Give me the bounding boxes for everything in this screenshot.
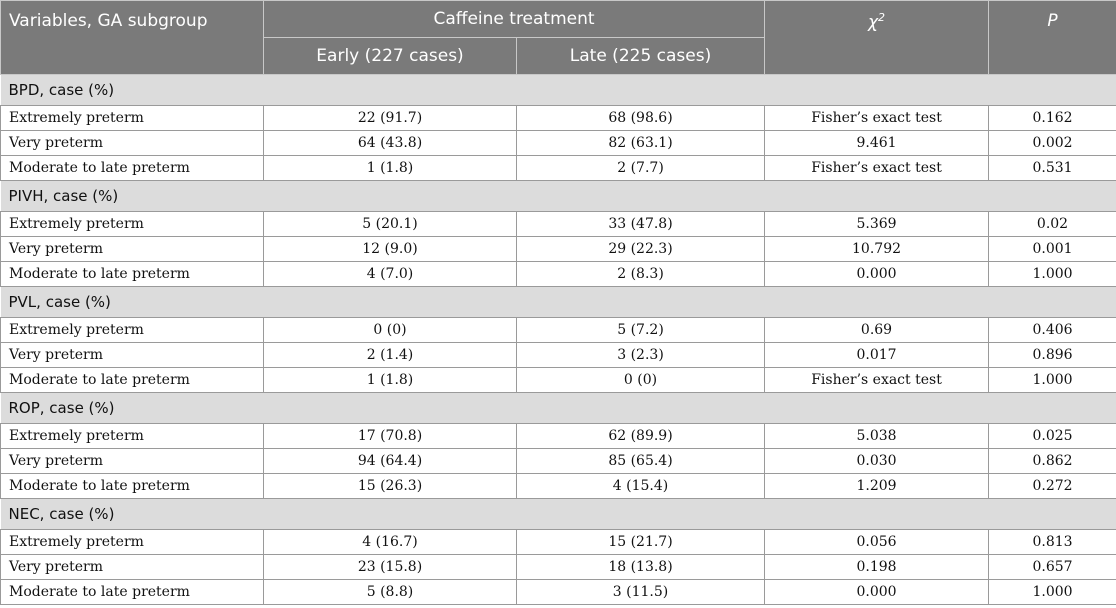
- cell-p-value: 1.000: [989, 368, 1116, 393]
- cell-label: Moderate to late preterm: [1, 580, 264, 605]
- chi-superscript: 2: [878, 11, 886, 24]
- cell-early: 94 (64.4): [264, 449, 517, 474]
- cell-early: 22 (91.7): [264, 106, 517, 131]
- cell-p-value: 0.002: [989, 131, 1116, 156]
- cell-chi-square: 5.369: [765, 212, 989, 237]
- table-row: [1, 580, 1116, 605]
- section-title: ROP, case (%): [1, 393, 1116, 424]
- cell-label: Very preterm: [1, 343, 264, 368]
- table-row: [1, 368, 1116, 393]
- cell-late: 82 (63.1): [517, 131, 765, 156]
- cell-label: Extremely preterm: [1, 424, 264, 449]
- cell-early: 1 (1.8): [264, 368, 517, 393]
- cell-early: 23 (15.8): [264, 555, 517, 580]
- header-caffeine-treatment: Caffeine treatment: [264, 1, 765, 38]
- cell-chi-square: 0.030: [765, 449, 989, 474]
- table-row: [1, 343, 1116, 368]
- table-row: [1, 449, 1116, 474]
- table-row: [1, 530, 1116, 555]
- cell-label: Moderate to late preterm: [1, 474, 264, 499]
- cell-label: Moderate to late preterm: [1, 156, 264, 181]
- cell-early: 2 (1.4): [264, 343, 517, 368]
- chi-symbol: χ: [867, 12, 879, 33]
- cell-label: Moderate to late preterm: [1, 262, 264, 287]
- table-row: [1, 156, 1116, 181]
- cell-late: 29 (22.3): [517, 237, 765, 262]
- section-header-row: [1, 499, 1116, 530]
- cell-chi-square: 0.000: [765, 262, 989, 287]
- cell-late: 18 (13.8): [517, 555, 765, 580]
- cell-label: Extremely preterm: [1, 530, 264, 555]
- cell-chi-square: 0.000: [765, 580, 989, 605]
- cell-p-value: 0.272: [989, 474, 1116, 499]
- cell-label: Very preterm: [1, 131, 264, 156]
- cell-early: 4 (7.0): [264, 262, 517, 287]
- header-variables: Variables, GA subgroup: [1, 1, 264, 75]
- cell-p-value: 0.657: [989, 555, 1116, 580]
- cell-p-value: 0.025: [989, 424, 1116, 449]
- cell-chi-square: Fisher’s exact test: [765, 156, 989, 181]
- section-header-row: [1, 393, 1116, 424]
- cell-early: 17 (70.8): [264, 424, 517, 449]
- section-title: PVL, case (%): [1, 287, 1116, 318]
- cell-chi-square: 1.209: [765, 474, 989, 499]
- cell-chi-square: 0.017: [765, 343, 989, 368]
- table-row: [1, 106, 1116, 131]
- header-chi-square: [765, 1, 989, 75]
- cell-label: Very preterm: [1, 237, 264, 262]
- cell-early: 1 (1.8): [264, 156, 517, 181]
- cell-early: 0 (0): [264, 318, 517, 343]
- cell-late: 0 (0): [517, 368, 765, 393]
- cell-p-value: 0.001: [989, 237, 1116, 262]
- cell-late: 68 (98.6): [517, 106, 765, 131]
- cell-late: 85 (65.4): [517, 449, 765, 474]
- cell-p-value: 0.406: [989, 318, 1116, 343]
- cell-p-value: 0.162: [989, 106, 1116, 131]
- cell-label: Very preterm: [1, 555, 264, 580]
- section-title: BPD, case (%): [1, 75, 1116, 106]
- cell-late: 33 (47.8): [517, 212, 765, 237]
- cell-chi-square: 5.038: [765, 424, 989, 449]
- cell-late: 62 (89.9): [517, 424, 765, 449]
- cell-chi-square: 0.198: [765, 555, 989, 580]
- table-row: [1, 555, 1116, 580]
- section-header-row: [1, 75, 1116, 106]
- cell-p-value: 0.862: [989, 449, 1116, 474]
- cell-chi-square: 0.69: [765, 318, 989, 343]
- cell-p-value: 0.813: [989, 530, 1116, 555]
- cell-chi-square: 9.461: [765, 131, 989, 156]
- cell-chi-square: Fisher’s exact test: [765, 368, 989, 393]
- table-row: [1, 474, 1116, 499]
- cell-late: 2 (7.7): [517, 156, 765, 181]
- cell-p-value: 0.531: [989, 156, 1116, 181]
- cell-chi-square: 0.056: [765, 530, 989, 555]
- table-row: [1, 131, 1116, 156]
- cell-late: 15 (21.7): [517, 530, 765, 555]
- cell-chi-square: 10.792: [765, 237, 989, 262]
- table-row: [1, 262, 1116, 287]
- cell-p-value: 1.000: [989, 580, 1116, 605]
- cell-late: 3 (2.3): [517, 343, 765, 368]
- table-row: [1, 212, 1116, 237]
- table-body: [1, 75, 1116, 605]
- table-row: [1, 237, 1116, 262]
- cell-early: 12 (9.0): [264, 237, 517, 262]
- cell-p-value: 1.000: [989, 262, 1116, 287]
- section-header-row: [1, 287, 1116, 318]
- section-title: NEC, case (%): [1, 499, 1116, 530]
- cell-label: Extremely preterm: [1, 106, 264, 131]
- cell-early: 15 (26.3): [264, 474, 517, 499]
- table-row: [1, 424, 1116, 449]
- cell-p-value: 0.896: [989, 343, 1116, 368]
- header-late: Late (225 cases): [517, 38, 765, 75]
- cell-late: 3 (11.5): [517, 580, 765, 605]
- cell-label: Moderate to late preterm: [1, 368, 264, 393]
- cell-early: 64 (43.8): [264, 131, 517, 156]
- cell-early: 5 (20.1): [264, 212, 517, 237]
- section-header-row: [1, 181, 1116, 212]
- cell-chi-square: Fisher’s exact test: [765, 106, 989, 131]
- cell-early: 5 (8.8): [264, 580, 517, 605]
- section-title: PIVH, case (%): [1, 181, 1116, 212]
- header-early: Early (227 cases): [264, 38, 517, 75]
- header-p-value: P: [989, 1, 1116, 75]
- cell-label: Extremely preterm: [1, 318, 264, 343]
- cell-late: 4 (15.4): [517, 474, 765, 499]
- cell-label: Extremely preterm: [1, 212, 264, 237]
- cell-p-value: 0.02: [989, 212, 1116, 237]
- cell-late: 5 (7.2): [517, 318, 765, 343]
- cell-early: 4 (16.7): [264, 530, 517, 555]
- table-row: [1, 318, 1116, 343]
- cell-label: Very preterm: [1, 449, 264, 474]
- cell-late: 2 (8.3): [517, 262, 765, 287]
